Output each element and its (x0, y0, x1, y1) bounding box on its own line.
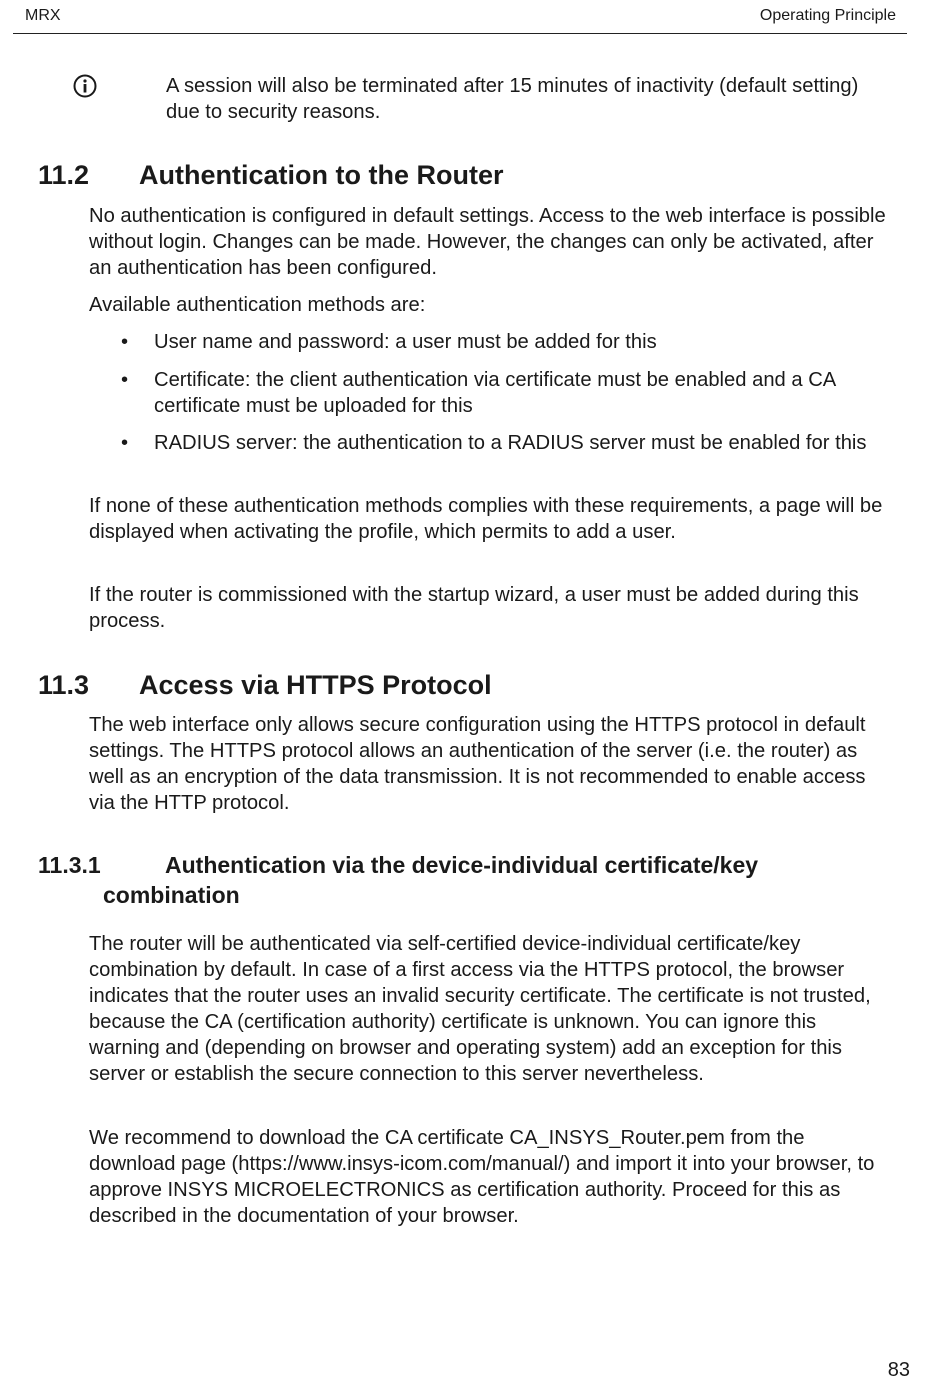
section-title-line2: combination (103, 882, 240, 908)
paragraph: The router will be authenticated via self-certified device-individual certificate/key combination by default. In case of a first access via the HTTPS protocol, the browser indicates that the router uses an invalid security certificate. The certificate is not trusted, because the CA (certification authority) certificate is unknown. You can ignore this warning and (depending on browser and operating system) add an exception for this server or establish the secure connection to this server nevertheless. (89, 933, 871, 1085)
page-number: 83 (887, 1359, 910, 1381)
list-item: Certificate: the client authentication via certificate must be enabled and a CA certificate must be uploaded for this (154, 369, 836, 417)
section-title-line1: Authentication via the device-individual certificate/key (165, 852, 759, 878)
section-heading-11-3-1 (38, 850, 758, 910)
bullet-marker: • (121, 369, 129, 391)
paragraph: No authentication is configured in default settings. Access to the web interface is possible without login. Changes can be made. However, the changes can only be activated, after an authentication has been configured. (89, 205, 886, 279)
list-item: User name and password: a user must be added for this (154, 331, 657, 353)
section-heading-11-3 (38, 669, 492, 701)
section-title: Authentication to the Router (139, 160, 504, 190)
section-heading-11-2 (38, 159, 503, 191)
paragraph: The web interface only allows secure configuration using the HTTPS protocol in default settings. The HTTPS protocol allows an authentication of the server (i.e. the router) as well as an encryption of the data transmission. It is not recommended to enable access via the HTTP protocol. (89, 714, 866, 814)
header-rule (13, 33, 907, 34)
header-chapter-title: Operating Principle (759, 7, 896, 24)
paragraph: Available authentication methods are: (89, 294, 426, 316)
paragraph: We recommend to download the CA certificate CA_INSYS_Router.pem from the download page (https://www.insys-icom.com/manual/) and import it into your browser, to approve INSYS MICROELECTRONICS as certification authority. Proceed for this as described in the documentation of your browser. (89, 1127, 875, 1227)
section-number: 11.3 (38, 670, 90, 700)
section-number: 11.3.1 (38, 852, 101, 878)
section-number: 11.2 (38, 160, 90, 190)
section-title: Access via HTTPS Protocol (139, 670, 492, 700)
note-text: A session will also be terminated after 15 minutes of inactivity (default setting) due to security reasons. (166, 75, 859, 123)
bullet-marker: • (121, 331, 129, 353)
bullet-marker: • (121, 432, 129, 454)
paragraph: If none of these authentication methods complies with these requirements, a page will be displayed when activating the profile, which permits to add a user. (89, 495, 883, 543)
paragraph: If the router is commissioned with the startup wizard, a user must be added during this process. (89, 584, 859, 632)
info-circle-icon (73, 74, 97, 98)
header-product-name: MRX (25, 7, 61, 24)
list-item: RADIUS server: the authentication to a RADIUS server must be enabled for this (154, 432, 867, 454)
